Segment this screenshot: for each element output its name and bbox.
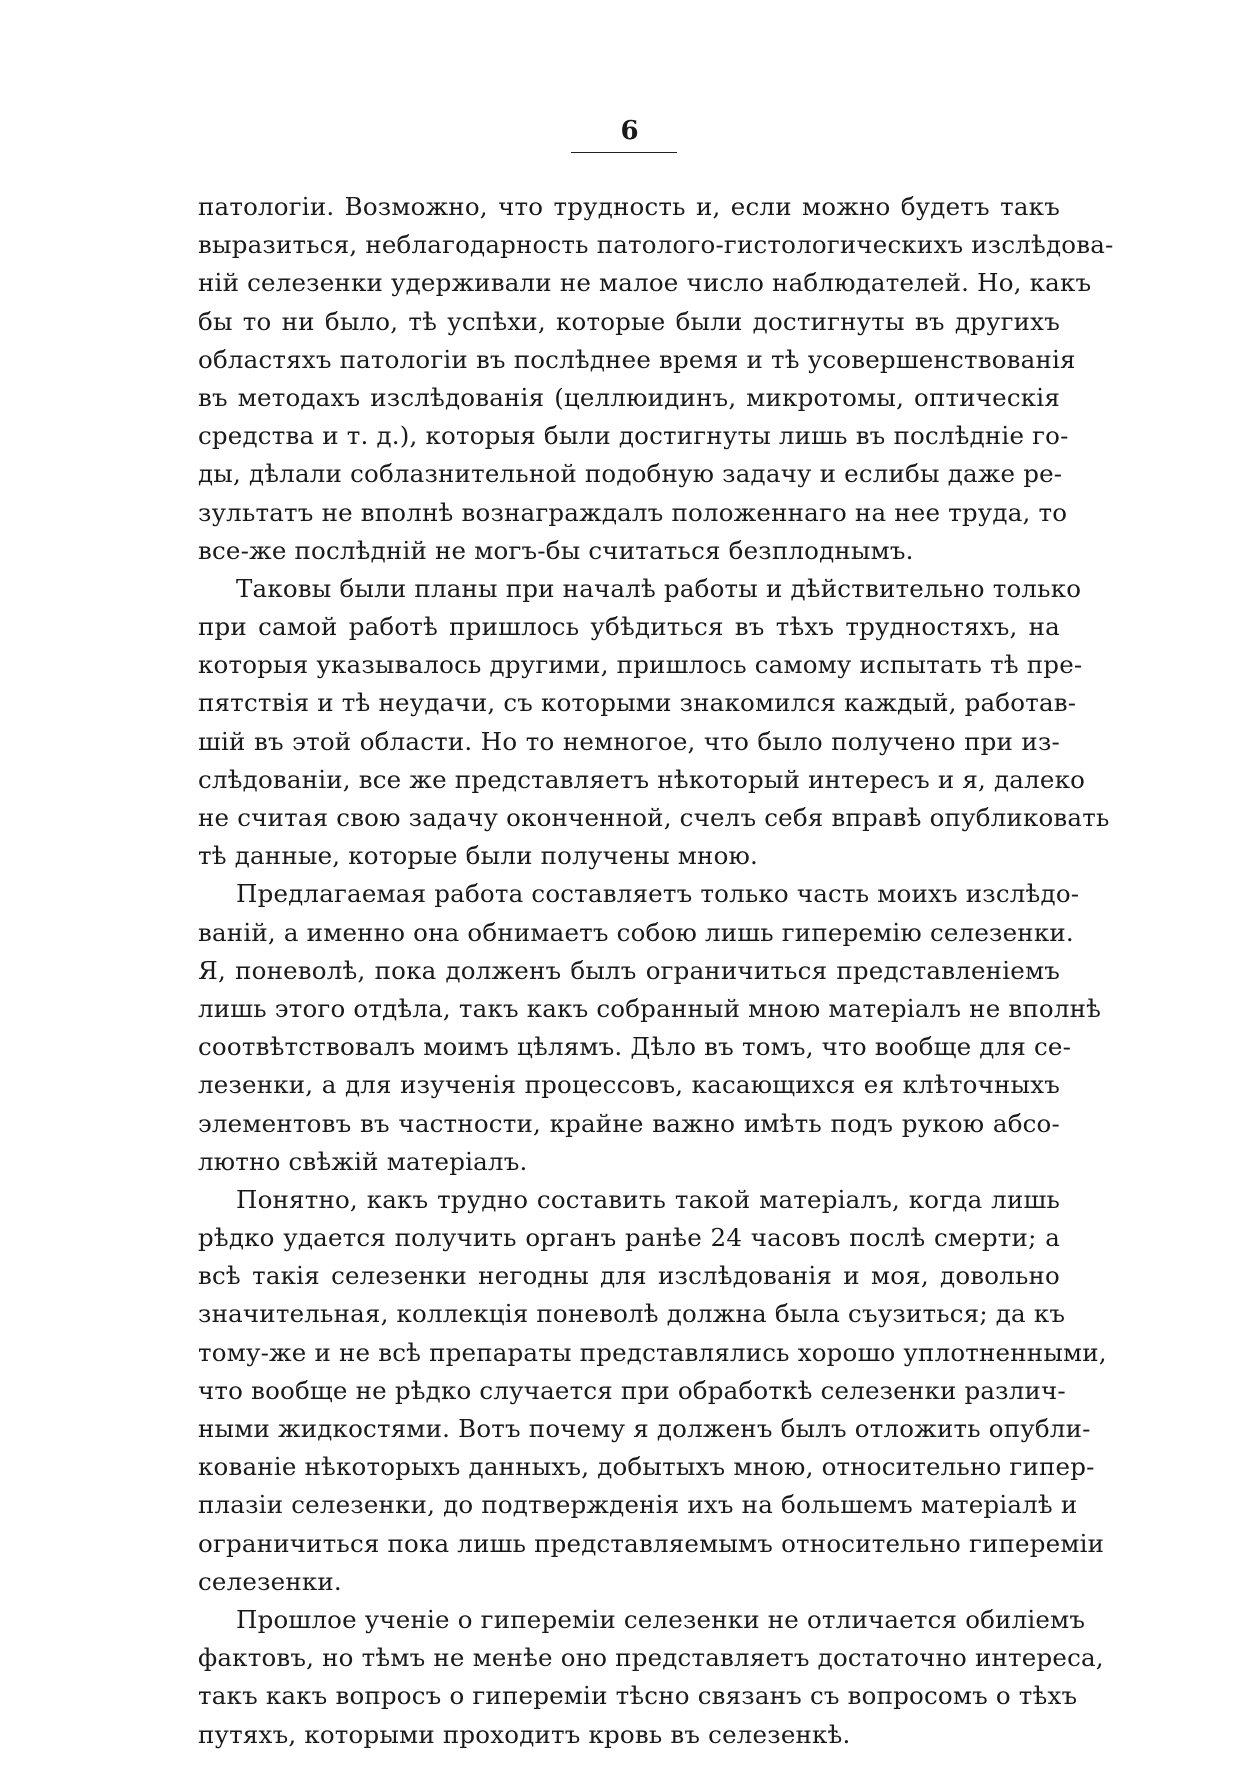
text-line: тому-же и не всѣ препараты представлялись хорошо уплотненными,	[198, 1337, 1107, 1367]
text-line: Понятно, какъ трудно составить такой матеріалъ, когда лишь	[236, 1184, 1060, 1214]
text-line: выразиться, неблагодарность патолого-гистологическихъ изслѣдова-	[198, 230, 1114, 260]
page-number-rule	[571, 152, 677, 153]
text-line: шій въ этой области. Но то немногое, что было получено при из-	[198, 726, 1060, 756]
text-line: не считая свою задачу оконченной, счелъ себя вправѣ опубликовать	[198, 803, 1110, 832]
text-line: зультатъ не вполнѣ вознаграждалъ положеннаго на нее труда, то	[198, 497, 1068, 527]
text-line: бы то ни было, тѣ успѣхи, которые были достигнуты въ другихъ	[198, 306, 1060, 336]
text-line: ды, дѣлали соблазнительной подобную задачу и еслибы даже ре-	[198, 459, 1063, 489]
text-line: ваній, а именно она обнимаетъ собою лишь гиперемію селезенки.	[198, 917, 1074, 947]
text-line: ными жидкостями. Вотъ почему я долженъ былъ отложить опубли-	[198, 1414, 1091, 1443]
paragraph-4	[198, 1181, 1107, 1601]
text-line: элементовъ въ частности, крайне важно имѣть подъ рукою абсо-	[198, 1108, 1060, 1138]
text-line: путяхъ, которыми проходитъ кровь въ селезенкѣ.	[198, 1719, 851, 1749]
text-line: ограничиться пока лишь представляемымъ относительно гипереміи	[198, 1528, 1105, 1558]
text-line: что вообще не рѣдко случается при обработкѣ селезенки различ-	[198, 1375, 1066, 1405]
text-line: такъ какъ вопросъ о гипереміи тѣсно связанъ съ вопросомъ о тѣхъ	[198, 1681, 1078, 1711]
text-line: соотвѣтствовалъ моимъ цѣлямъ. Дѣло въ томъ, что вообще для се-	[198, 1032, 1072, 1062]
text-line: селезенки.	[198, 1566, 342, 1596]
text-line: средства и т. д.), которыя были достигнуты лишь въ послѣдніе го-	[198, 421, 1069, 451]
text-line: кованіе нѣкоторыхъ данныхъ, добытыхъ мною, относительно гипер-	[198, 1452, 1095, 1482]
text-line: рѣдко удается получить органъ ранѣе 24 часовъ послѣ смерти; а	[198, 1223, 1060, 1253]
paragraph-5	[198, 1601, 1104, 1754]
text-line: значительная, коллекція поневолѣ должна была съузиться; да къ	[198, 1299, 1066, 1329]
paragraph-3	[198, 875, 1102, 1181]
text-line: Таковы были планы при началѣ работы и дѣйствительно только	[236, 573, 1082, 603]
text-line: лютно свѣжій матеріалъ.	[198, 1146, 528, 1176]
text-line: плазіи селезенки, до подтвержденія ихъ на большемъ матеріалѣ и	[198, 1490, 1078, 1520]
text-line: тѣ данные, которые были получены мною.	[198, 841, 759, 871]
paragraph-1	[198, 188, 1114, 570]
text-line: лишь этого отдѣла, такъ какъ собранный мною матеріалъ не вполнѣ	[198, 993, 1102, 1023]
text-line: въ методахъ изслѣдованія (целлюидинъ, микротомы, оптическія	[198, 382, 1060, 412]
text-line: все-же послѣдній не могъ-бы считаться безплоднымъ.	[198, 535, 914, 565]
text-line: пятствія и тѣ неудачи, съ которыми знакомился каждый, работав-	[198, 688, 1077, 718]
text-line: ній селезенки удерживали не малое число наблюдателей. Но, какъ	[198, 268, 1092, 298]
text-line: Я, поневолѣ, пока долженъ былъ ограничиться представленіемъ	[198, 955, 1060, 985]
text-line: при самой работѣ пришлось убѣдиться въ тѣхъ трудностяхъ, на	[198, 612, 1060, 642]
paragraph-2	[198, 570, 1110, 876]
text-line: слѣдованіи, все же представляетъ нѣкоторый интересъ и я, далеко	[198, 764, 1086, 794]
text-line: областяхъ патологіи въ послѣднее время и тѣ усовершенствованія	[198, 344, 1076, 374]
text-line: Прошлое ученіе о гипереміи селезенки не отличается обиліемъ	[236, 1604, 1086, 1634]
text-line: лезенки, а для изученія процессовъ, касающихся ея клѣточныхъ	[198, 1070, 1060, 1100]
body-text	[198, 188, 1114, 1754]
text-line: патологіи. Возможно, что трудность и, если можно будетъ такъ	[198, 192, 1060, 221]
text-line: Предлагаемая работа составляетъ только часть моихъ изслѣдо-	[236, 879, 1080, 909]
text-line: всѣ такія селезенки негодны для изслѣдованія и моя, довольно	[198, 1261, 1060, 1291]
text-line: фактовъ, но тѣмъ не менѣе оно представляетъ достаточно интереса,	[198, 1643, 1104, 1673]
text-line: которыя указывалось другими, пришлось самому испытать тѣ пре-	[198, 650, 1083, 680]
page-number: 6	[620, 116, 639, 146]
